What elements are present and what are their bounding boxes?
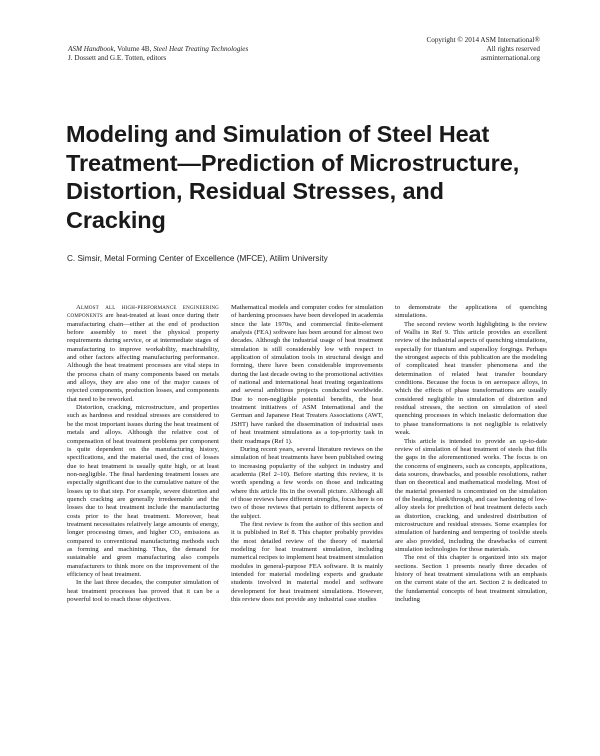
paragraph-text: This article is intended to provide an up-to-date review of simulation of heat treatment of steels that fills the gaps in the aforementioned works. The focus is on the concerns of engineers, such as concepts, applications, data sources, drawbacks, and possible resolutions, rather than on theoretical and mathematical modeling. Most of the material presented is concentrated on the simulation of the heating, blank/through, and case hardening of low-alloy steels for prediction of heat treatment defects such as distortion, cracking, and undesired distribution of microstructure and residual stresses. Some examples for simulation of hardening and tempering of tool/die steels are also provided, including the drawbacks of current simulation technologies for those materials.	[395, 437, 547, 553]
paragraph	[395, 304, 547, 321]
rights-notice: All rights reserved	[486, 45, 540, 53]
paragraph-text: During recent years, several literature reviews on the simulation of heat treatments have been published owing to increasing popularity of the subject in industry and academia (Ref 2–10). Before starting this review, it is worth spending a few words on those and indicating where this article fits in the overall picture. Although all of those reviews have different strengths, focus here is on two of those reviews that pertain to different aspects of the subject.	[231, 445, 383, 520]
paragraph	[231, 304, 383, 446]
paragraph-text: In the last three decades, the computer simulation of heat treatment processes has proved that it can be a powerful tool to reach those objectives.	[67, 579, 219, 604]
column-1	[67, 304, 219, 744]
paragraph	[395, 554, 547, 604]
book-volume: , Volume 4B,	[113, 45, 154, 53]
book-citation	[68, 45, 248, 54]
paragraph	[231, 521, 383, 604]
paragraph-text: to demonstrate the applications of quenching simulations.	[395, 304, 547, 320]
paragraph-text: The second review worth highlighting is the review of Wallis in Ref 9. This article provides an excellent review of the industrial aspects of quenching simulations, especially for titanium and superalloy forgings. Perhaps the strongest aspects of this publication are the modeling of complicated heat transfer phenomena and the determination of related heat transfer boundary conditions. Because the focus is on aerospace alloys, in which the effects of phase transformations are usually considered negligible in simulation of distortion and residual stresses, the section on simulation of steel quenching processes in which inelastic deformation due to phase transformations is not negligible is relatively weak.	[395, 320, 547, 437]
editors: J. Dossett and G.E. Totten, editors	[68, 54, 167, 62]
column-2	[231, 304, 383, 744]
paragraph-text: The rest of this chapter is organized into six major sections. Section 1 presents nearly three decades of history of heat treatment simulations with an emphasis on the current state of the art. Section 2 is dedicated to the fundamental concepts of heat treatment simulation, including	[395, 554, 547, 604]
paragraph-text: Distortion, cracking, microstructure, and properties such as hardness and residual stresses are considered to be the most important issues during the heat treatment of metals and alloys. Although the relative cost of compensation of heat treatment problems per component is quite dependent on the manufacturing history, specifications, and the material used, the cost of losses due to heat treatment is usually quite high, or at least non-negligible. The final hardening treatment losses are especially significant due to the cumulative nature of the losses up to that step. For example, severe distortion and quench cracking are generally irredeemable and the losses due to heat treatment include the manufacturing costs prior to the heat treatment. Moreover, heat treatment necessitates relatively large amounts of energy, longer processing times, and higher CO₂ emissions as compared to conventional manufacturing methods such as forming and machining. Thus, the demand for sustainable and green manufacturing also compels manufacturers to think more on the improvement of the efficiency of heat treatment.	[67, 404, 219, 578]
running-header-left	[68, 45, 248, 63]
article-title: Modeling and Simulation of Steel Heat Treatment—Prediction of Microstructure, Distortion, Residual Stresses, and Cracking	[66, 121, 520, 233]
copyright-notice: Copyright © 2014 ASM International®	[426, 36, 540, 44]
paragraph	[395, 438, 547, 555]
publisher-website: asminternational.org	[480, 54, 540, 62]
column-3	[395, 304, 547, 744]
body-columns	[67, 304, 548, 744]
paragraph-text: The first review is from the author of this section and it is published in Ref 8. This chapter probably provides the most detailed review of the theory of material modeling for heat treatment simulation, including numerical recipes to implement heat treatment simulation modules in general-purpose FEA software. It is mainly intended for material modeling experts and graduate students involved in material model and software development for heat treatment simulations. However, this review does not provide any industrial case studies	[231, 520, 383, 604]
paragraph-text: Mathematical models and computer codes for simulation of hardening processes have been developed in academia since the late 1970s, and commercial finite-element analysis (FEA) software has been around for almost two decades. Although the industrial usage of heat treatment simulation is still considerably low with respect to application of simulation tools in structural design and forming, there have been considerable improvements during the last decade owing to the promotional activities of national and international heat treating organizations and several ambitious projects conducted worldwide. Due to non-negligible potential benefits, the heat treatment initiatives of ASM International and the German and Japanese Heat Treaters Associations (AWT, JSHT) have ranked the dissemination of industrial uses of heat treatment simulations as a top-priority task in their roadmaps (Ref 1).	[231, 304, 383, 445]
paragraph	[67, 304, 219, 404]
running-header-right	[426, 36, 540, 63]
paragraph	[231, 446, 383, 521]
paragraph	[67, 404, 219, 579]
book-subtitle: Steel Heat Treating Technologies	[153, 45, 249, 53]
book-title: ASM Handbook	[68, 45, 114, 53]
paragraph	[395, 321, 547, 438]
author-affiliation: C. Simsir, Metal Forming Center of Excellence (MFCE), Atilim University	[67, 254, 328, 263]
lead-in: Almost all high-performance engineering components	[67, 304, 219, 320]
paragraph-text: are heat-treated at least once during their manufacturing chain—either at the end of production before assembly to meet the physical property requirements during service, or at intermediate stages of manufacturing to improve workability, machinability, and other factors affecting manufacturing performance. Although the heat treatment processes are vital steps in the process chain of many components based on metals and alloys, they are also one of the major causes of rejected components, production losses, and components that need to be reworked.	[67, 312, 219, 403]
paragraph	[67, 579, 219, 604]
